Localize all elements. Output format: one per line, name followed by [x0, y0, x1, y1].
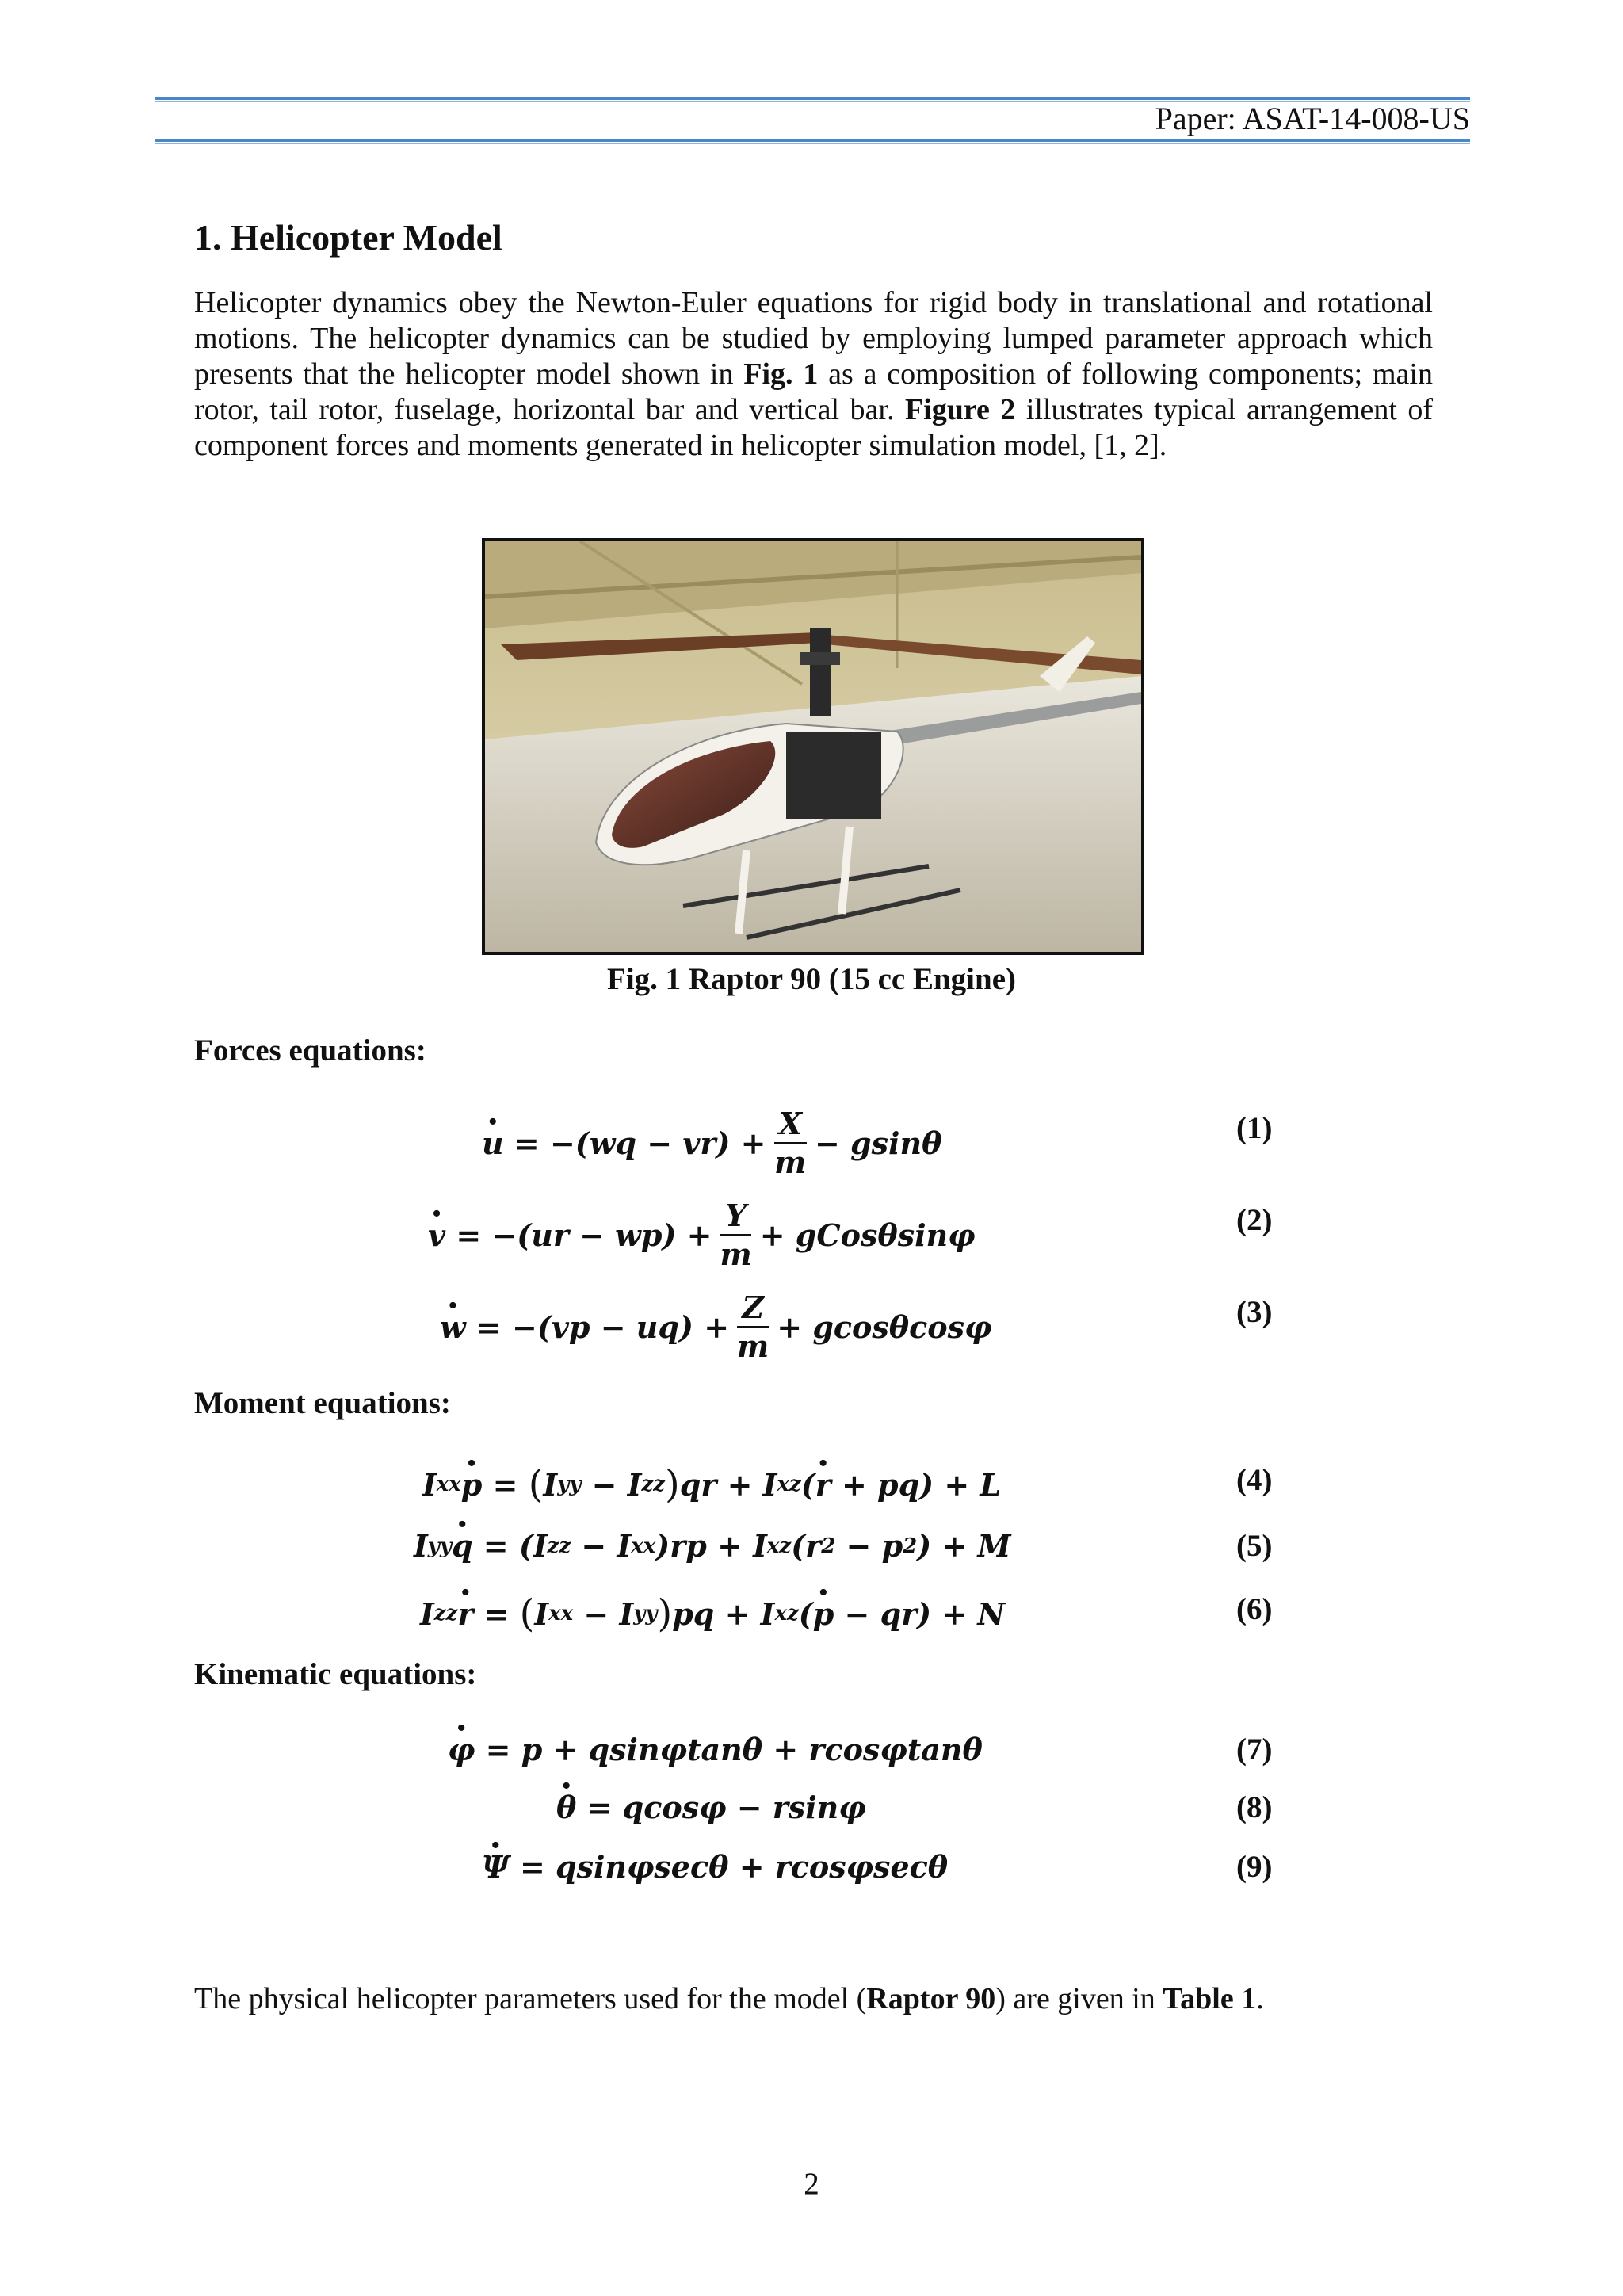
eq7-rhs: = p + qsinφtanθ + rcosφtanθ — [485, 1732, 983, 1767]
helicopter-illustration — [485, 541, 1141, 952]
intro-text-c: illustrates typical arrangement of component forces and moments generated in helicopter simulation model, [1, 2]. — [194, 393, 1434, 462]
eq1-rhs-a: = −(wq − vr) + — [514, 1125, 766, 1161]
table-reference: Table 1 — [1163, 1982, 1257, 2015]
closing-text-b: ) are given in — [995, 1982, 1163, 2015]
eq8-rhs: = qcosφ − rsinφ — [586, 1790, 866, 1825]
eq2-denominator: m — [720, 1236, 752, 1272]
section-title: 1. Helicopter Model — [194, 217, 502, 258]
intro-text-b: as a composition of following components; main rotor, tail rotor, fuselage, horizontal bar and vertical bar. — [194, 357, 1433, 426]
equation-9 — [0, 1849, 1623, 1936]
eq2-rhs-b: + gCosθsinφ — [759, 1217, 976, 1253]
eq1-number: (1) — [1236, 1111, 1273, 1145]
intro-paragraph — [194, 285, 1433, 464]
eq3-denominator: m — [737, 1328, 769, 1364]
equation-6: I zz r · = ( I xx − I yy ) pq + I xz ( p · − qr) + N (6) — [0, 1591, 1623, 1679]
eq1-lhs: u · — [482, 1125, 504, 1161]
closing-text-a: The physical helicopter parameters used for the model ( — [194, 1982, 867, 2015]
eq7-lhs: φ · — [448, 1732, 475, 1767]
equation-1 — [0, 1106, 1623, 1193]
eq9-lhs: Ψ · — [482, 1849, 510, 1885]
header-rule-bottom-thin — [155, 143, 1470, 144]
figure-caption: Fig. 1 Raptor 90 (15 cc Engine) — [607, 962, 1016, 996]
eq3-numerator: Z — [737, 1289, 769, 1328]
eq3-rhs-b: + gcosθcosφ — [777, 1309, 992, 1345]
model-name: Raptor 90 — [866, 1982, 996, 2015]
eq3-fraction — [737, 1289, 769, 1365]
closing-paragraph — [194, 1981, 1433, 2017]
eq3-lhs: w · — [440, 1309, 466, 1345]
eq3-number: (3) — [1236, 1295, 1273, 1329]
eq7-number: (7) — [1236, 1733, 1273, 1767]
eq4-number: (4) — [1236, 1463, 1273, 1497]
kinematics-heading: Kinematic equations: — [194, 1657, 477, 1691]
intro-text-a: Helicopter dynamics obey the Newton-Euler equations for rigid body in translational and rotational motions. The helicopter dynamics can be studied by employing lumped parameter approach which presents that the helicopter model shown in — [194, 286, 1433, 391]
eq2-number: (2) — [1236, 1203, 1273, 1237]
fig2-reference: Figure 2 — [904, 393, 1016, 426]
eq2-fraction — [720, 1198, 752, 1273]
equation-4: I xx p · = ( I yy − I zz ) qr + I xz ( r · + pq) + L (4) — [0, 1462, 1623, 1549]
equation-5: I yy q · = (I zz − I xx )rp + I xz (r 2 − p 2 ) + M (5) — [0, 1528, 1623, 1615]
moments-heading: Moment equations: — [194, 1386, 451, 1420]
eq3-rhs-a: = −(vp − uq) + — [475, 1309, 730, 1345]
closing-text-c: . — [1256, 1982, 1264, 2015]
header-rule-bottom — [155, 139, 1470, 142]
eq9-number: (9) — [1236, 1850, 1273, 1884]
eq2-numerator: Y — [720, 1198, 751, 1236]
eq1-rhs-b: − gsinθ — [814, 1125, 942, 1161]
forces-heading: Forces equations: — [194, 1033, 426, 1068]
eq1-denominator: m — [774, 1144, 807, 1180]
helicopter-photo — [482, 538, 1144, 955]
header-rule-top — [155, 97, 1470, 100]
paper-id: Paper: ASAT-14-008-US — [1155, 101, 1470, 136]
eq8-lhs: θ · — [556, 1790, 576, 1825]
eq6-number: (6) — [1236, 1592, 1273, 1626]
fig1-reference: Fig. 1 — [743, 357, 819, 391]
equation-2 — [0, 1198, 1623, 1285]
equation-3 — [0, 1289, 1623, 1377]
eq8-number: (8) — [1236, 1790, 1273, 1824]
page-number: 2 — [804, 2167, 819, 2201]
eq5-number: (5) — [1236, 1529, 1273, 1563]
eq2-rhs-a: = −(ur − wp) + — [456, 1217, 712, 1253]
eq1-fraction — [774, 1106, 807, 1181]
eq9-rhs: = qsinφsecθ + rcosφsecθ — [519, 1849, 949, 1885]
eq2-lhs: v · — [428, 1217, 445, 1253]
eq1-numerator: X — [774, 1106, 807, 1144]
